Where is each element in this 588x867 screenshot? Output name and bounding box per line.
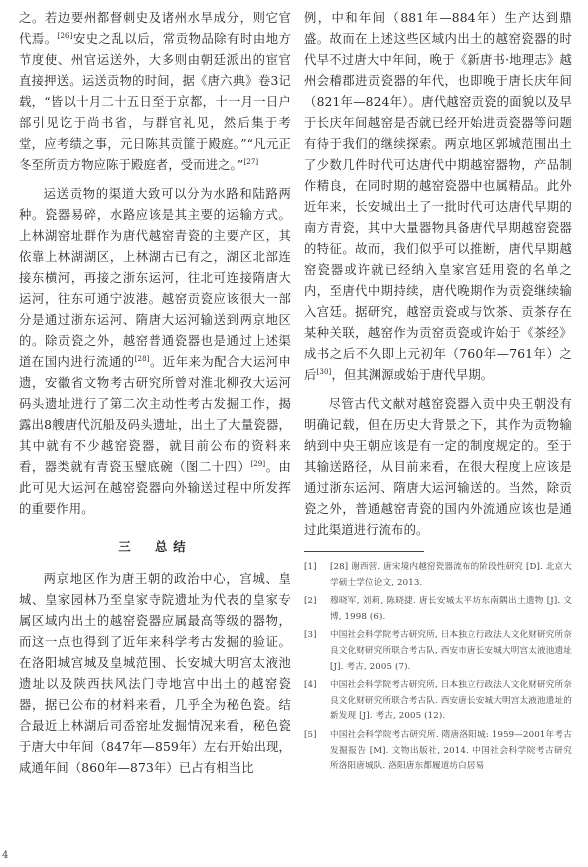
reference-text: 中国社会科学院考古研究所, 日本独立行政法人文化财研究所奈良文化财研究所联合考古队. 西安唐长安城大明宫太液池遗址的新发现 [J]. 考古, 2005 (12).	[330, 680, 572, 722]
text-run: 运送贡物的渠道大致可以分为水路和陆路两种。瓷器易碎，水路应该是其主要的运输方式。上林湖窑址群作为唐代越窑青瓷的主要产区，其依靠上林湖湖区，上林湖古已有之，湖区北部连接东横河，再接之浙东运河，往北可连接隋唐大运河，往东可通宁波港。越窑贡瓷应该很大一部分是通过浙东运河、隋唐大运河输送到两京地区的。除贡瓷之外，越窑普通瓷器也是通过上述渠道在国内进行流通的	[19, 187, 291, 369]
page-number: 4	[2, 850, 9, 861]
citation-marker: [27]	[243, 157, 259, 166]
text-run: ，但其渊源或始于唐代早期。	[331, 368, 494, 382]
left-column	[19, 8, 291, 779]
footnote-divider	[304, 551, 424, 552]
reference-item	[304, 560, 572, 591]
text-run: 之。若边要州都督刺史及诸州水旱成分，则它官代焉。	[19, 11, 291, 46]
text-run: 例，中和年间（881年—884年）生产达到鼎盛。故而在上述这些区域内出土的越窑瓷器的时代早不过唐大中年间，晚于《新唐书·地理志》越州会稽郡进贡瓷器的年代，也即晚于唐长庆年间（821年—824年）。唐代越窑贡瓷的面貌以及早于长庆年间越窑是否就已经开始进贡瓷器等问题有待于我们的继续探索。两京地区郭城范围出土了少数几件时代可达唐代中期越窑器物，产品制作精良，在同时期的越窑瓷器中也属精品。此外近年来，长安城出土了一批时代可达唐代早期的南方青瓷，其中大量器物具备唐代早期越窑瓷器的特征。故而，我们似乎可以推断，唐代早期越窑瓷器或许就已经纳入皇家宫廷用瓷的名单之内，至唐代中期持续，唐代晚期作为贡瓷继续输入宫廷。据研究，越窑贡瓷或与饮茶、贡茶存在某种关联，越窑作为贡窑贡瓷或许始于《茶经》成书之后不久即上元初年（760年—761年）之后	[304, 11, 572, 382]
citation-marker: [28]	[134, 354, 150, 363]
reference-number: [4]	[304, 680, 317, 691]
reference-number: [1]	[304, 562, 317, 572]
text-run: 安史之乱以后，常贡物品除有时由地方节度使、州官运送外，大多则由朝廷派出的宦官直接押送。运送贡物的时间，据《唐六典》卷3记载，“皆以十月二十五日至于京都，十一月一日户部引见讫于尚书省，与群官礼见，然后集于考堂，应考绩之事，元日陈其贡篚于殿庭。”“凡元正冬至所贡方物应陈于殿庭者，受而进之。”	[19, 32, 291, 172]
reference-item	[304, 728, 572, 775]
text-run: 。近年来为配合大运河申遗，安徽省文物考古研究所曾对淮北柳孜大运河码头遗址进行了第二次主动性考古发掘工作，揭露出8艘唐代沉船及码头遗址，出土了大量瓷器，其中就有不少越窑瓷器，就目前公布的资料来看，器类就有青瓷玉璧底碗（图二十四）	[19, 355, 291, 474]
reference-item	[304, 594, 572, 625]
reference-item	[304, 678, 572, 725]
reference-text: 穆晓军, 刘莉, 陈晓捷. 唐长安城太平坊东南隅出土遗物 [J]. 文博, 1998 (6).	[330, 596, 572, 622]
reference-text: [28] 谢西营. 唐宋境内越窑瓷器流布的阶段性研究 [D]. 北京大学硕士学位论文, 2013.	[330, 562, 572, 588]
citation-marker: [26]	[57, 31, 73, 40]
reference-number: [3]	[304, 630, 317, 641]
reference-item	[304, 628, 572, 675]
references-list	[304, 560, 572, 775]
reference-number: [5]	[304, 729, 317, 740]
text-run: 。由此可见大运河在越窑瓷器向外输送过程中所发挥的重要作用。	[19, 460, 291, 516]
citation-marker: [30]	[316, 367, 332, 376]
citation-marker: [29]	[250, 459, 266, 468]
paragraph: 两京地区作为唐王朝的政治中心，宫城、皇城、皇家园林乃至皇家寺院遗址为代表的皇家专属区域内出土的越窑瓷器应属最高等级的器物，而这一点也得到了近年来科学考古发掘的验证。在洛阳城宫城及皇城范围、长安城大明宫太液池遗址以及陕西扶风法门寺地宫中出土的越窑瓷器，据已公布的材料来看，几乎全为秘色瓷。结合最近上林湖后司岙窑址发掘情况来看，秘色瓷于唐大中年间（847年—859年）左右开始出现，咸通年间（860年—873年）已占有相当比	[19, 572, 291, 775]
paragraph	[304, 8, 572, 386]
reference-text: 中国社会科学院考古研究所, 日本独立行政法人文化财研究所奈良文化财研究所联合考古队, 西安市唐长安城大明宫太液池遗址 [J]. 考古, 2005 (7).	[330, 630, 572, 672]
paragraph	[19, 8, 291, 176]
paragraph	[19, 184, 291, 520]
right-column	[304, 8, 572, 778]
section-title: 三 总结	[118, 539, 192, 554]
paragraph: 尽管古代文献对越窑瓷器入贡中央王朝没有明确记载，但在历史大背景之下，其作为贡物输纳到中央王朝应该是有一定的制度规定的。至于其输送路径，从目前来看，在很大程度上应该是通过浙东运河、隋唐大运河输送的。当然，除贡瓷之外，普通越窑青瓷的国内外流通应该也是通过此渠道进行流布的。	[304, 397, 572, 537]
reference-number: [2]	[304, 596, 317, 607]
reference-text: 中国社会科学院考古研究所. 隋唐洛阳城: 1959—2001年考古发掘报告 [M]. 文物出版社, 2014. 中国社会科学院考古研究所洛阳唐城队. 洛阳唐东都履道坊白居易	[330, 729, 572, 772]
